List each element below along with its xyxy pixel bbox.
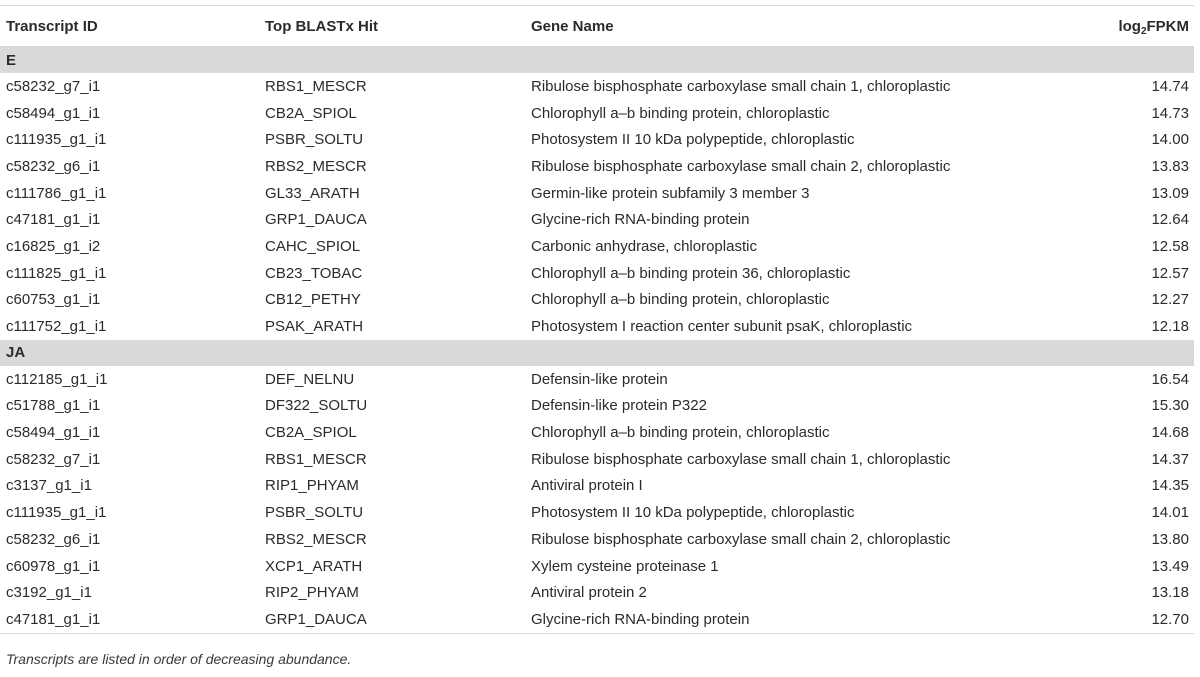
table-row: [0, 579, 1194, 606]
table-row: [0, 287, 1194, 314]
header-fpkm-suffix: FPKM: [1146, 17, 1189, 35]
gene-name-cell: Ribulose bisphosphate carboxylase small chain 1, chloroplastic: [531, 77, 951, 95]
fpkm-value-cell: 14.00: [1151, 131, 1189, 149]
table-row: [0, 180, 1194, 207]
table-row: [0, 393, 1194, 420]
header-transcript-id: Transcript ID: [0, 6, 259, 47]
fpkm-value-cell: 13.09: [1151, 184, 1189, 202]
blastx-hit-cell: PSBR_SOLTU: [265, 504, 364, 522]
transcript-id-cell: c58232_g7_i1: [6, 450, 101, 468]
gene-name-cell: Chlorophyll a–b binding protein, chloroplastic: [531, 424, 830, 442]
transcript-table: [0, 5, 1194, 634]
blastx-hit-cell: RBS1_MESCR: [265, 77, 367, 95]
header-gene-name: Gene Name: [525, 6, 1094, 47]
table-body: [0, 47, 1194, 634]
blastx-hit-cell: CB2A_SPIOL: [265, 104, 357, 122]
transcript-id-cell: c16825_g1_i2: [6, 237, 101, 255]
gene-name-cell: Chlorophyll a–b binding protein, chloroplastic: [531, 104, 830, 122]
blastx-hit-cell: CB12_PETHY: [265, 291, 361, 309]
header-row: [0, 6, 1194, 47]
table-row: [0, 419, 1194, 446]
table-footnote: Transcripts are listed in order of decreasing abundance.: [6, 651, 352, 667]
transcript-id-cell: c47181_g1_i1: [0, 606, 259, 633]
blastx-hit-cell: DEF_NELNU: [265, 370, 355, 388]
blastx-hit-cell: PSAK_ARATH: [265, 318, 364, 336]
blastx-hit-cell: RIP1_PHYAM: [265, 477, 359, 495]
fpkm-value-cell: 16.54: [1151, 370, 1189, 388]
gene-name-cell: Glycine-rich RNA-binding protein: [531, 211, 750, 229]
transcript-id-cell: c111825_g1_i1: [6, 264, 107, 282]
gene-name-cell: Carbonic anhydrase, chloroplastic: [531, 237, 757, 255]
fpkm-value-cell: 12.58: [1151, 237, 1189, 255]
table-row: [0, 526, 1194, 553]
table-row: [0, 100, 1194, 127]
table-row: [0, 260, 1194, 287]
fpkm-value-cell: 12.18: [1151, 318, 1189, 336]
transcript-id-cell: c3192_g1_i1: [6, 584, 92, 602]
gene-name-cell: Photosystem II 10 kDa polypeptide, chloroplastic: [531, 504, 855, 522]
fpkm-value-cell: 13.83: [1151, 157, 1189, 175]
table-row: [0, 233, 1194, 260]
table-row: [0, 553, 1194, 580]
fpkm-value-cell: 12.64: [1151, 211, 1189, 229]
transcript-id-cell: c111752_g1_i1: [6, 318, 107, 336]
transcript-id-cell: c112185_g1_i1: [6, 370, 108, 388]
table-row: [0, 206, 1194, 233]
header-log2-fpkm: [1094, 6, 1194, 47]
fpkm-value-cell: 14.74: [1151, 77, 1189, 95]
blastx-hit-cell: GRP1_DAUCA: [265, 211, 367, 229]
fpkm-value-cell: 12.57: [1151, 264, 1189, 282]
gene-name-cell: Ribulose bisphosphate carboxylase small chain 2, chloroplastic: [531, 530, 951, 548]
fpkm-value-cell: 13.80: [1151, 530, 1189, 548]
transcript-id-cell: c58232_g7_i1: [6, 77, 101, 95]
blastx-hit-cell: GL33_ARATH: [265, 184, 360, 202]
blastx-hit-cell: PSBR_SOLTU: [265, 131, 364, 149]
transcript-id-cell: c58494_g1_i1: [6, 424, 101, 442]
table-row: [0, 153, 1194, 180]
transcript-id-cell: c111786_g1_i1: [6, 184, 107, 202]
fpkm-value-cell: 12.27: [1151, 291, 1189, 309]
gene-name-cell: Antiviral protein 2: [531, 584, 647, 602]
table-row: [0, 606, 1194, 633]
table-row: [0, 73, 1194, 100]
fpkm-value-cell: 13.18: [1151, 584, 1189, 602]
table-row: [0, 313, 1194, 340]
table-header: [0, 6, 1194, 47]
blastx-hit-cell: RBS1_MESCR: [265, 450, 367, 468]
gene-name-cell: Ribulose bisphosphate carboxylase small chain 2, chloroplastic: [531, 157, 951, 175]
gene-name-cell: Xylem cysteine proteinase 1: [531, 557, 719, 575]
blastx-hit-cell: CAHC_SPIOL: [265, 237, 361, 255]
group-label: E: [0, 47, 1194, 74]
header-fpkm-prefix: log: [1118, 17, 1141, 35]
transcript-id-cell: c58494_g1_i1: [6, 104, 101, 122]
fpkm-value-cell: 15.30: [1151, 397, 1189, 415]
blastx-hit-cell: XCP1_ARATH: [265, 557, 363, 575]
table-row: [0, 499, 1194, 526]
fpkm-value-cell: 14.35: [1151, 477, 1189, 495]
header-fpkm-subscript: 2: [1140, 25, 1147, 37]
transcript-id-cell: c111935_g1_i1: [6, 131, 107, 149]
gene-name-cell: Chlorophyll a–b binding protein, chloroplastic: [531, 291, 830, 309]
group-label: JA: [0, 340, 1194, 366]
gene-name-cell: Antiviral protein I: [531, 477, 643, 495]
fpkm-value-cell: 13.49: [1151, 557, 1189, 575]
group-row-e: [0, 47, 1194, 74]
blastx-hit-cell: DF322_SOLTU: [265, 397, 368, 415]
gene-name-cell: Glycine-rich RNA-binding protein: [525, 606, 1094, 633]
transcript-id-cell: c58232_g6_i1: [6, 157, 101, 175]
gene-name-cell: Photosystem II 10 kDa polypeptide, chloroplastic: [531, 131, 855, 149]
transcript-id-cell: c60753_g1_i1: [6, 291, 101, 309]
blastx-hit-cell: RIP2_PHYAM: [265, 584, 359, 602]
transcript-id-cell: c111935_g1_i1: [6, 504, 107, 522]
gene-name-cell: Defensin-like protein: [531, 370, 668, 388]
gene-name-cell: Ribulose bisphosphate carboxylase small chain 1, chloroplastic: [531, 450, 951, 468]
fpkm-value-cell: 14.68: [1151, 424, 1189, 442]
blastx-hit-cell: GRP1_DAUCA: [259, 606, 525, 633]
table-row: [0, 446, 1194, 473]
fpkm-value-cell: 14.01: [1151, 504, 1189, 522]
fpkm-value-cell: 14.73: [1151, 104, 1189, 122]
gene-name-cell: Germin-like protein subfamily 3 member 3: [531, 184, 810, 202]
blastx-hit-cell: RBS2_MESCR: [265, 157, 367, 175]
table-row: [0, 366, 1194, 393]
transcript-id-cell: c58232_g6_i1: [6, 530, 101, 548]
gene-name-cell: Photosystem I reaction center subunit psaK, chloroplastic: [531, 318, 913, 336]
fpkm-value-cell: 12.70: [1094, 606, 1194, 633]
transcript-id-cell: c51788_g1_i1: [6, 397, 101, 415]
gene-name-cell: Defensin-like protein P322: [531, 397, 707, 415]
blastx-hit-cell: CB2A_SPIOL: [265, 424, 357, 442]
transcript-id-cell: c60978_g1_i1: [6, 557, 101, 575]
transcript-id-cell: c3137_g1_i1: [6, 477, 92, 495]
transcript-id-cell: c47181_g1_i1: [6, 211, 101, 229]
blastx-hit-cell: CB23_TOBAC: [265, 264, 363, 282]
table-row: [0, 473, 1194, 500]
gene-name-cell: Chlorophyll a–b binding protein 36, chloroplastic: [531, 264, 851, 282]
fpkm-value-cell: 14.37: [1151, 450, 1189, 468]
table-row: [0, 126, 1194, 153]
blastx-hit-cell: RBS2_MESCR: [265, 530, 367, 548]
header-top-blastx-hit: Top BLASTx Hit: [259, 6, 525, 47]
group-row-ja: [0, 340, 1194, 366]
